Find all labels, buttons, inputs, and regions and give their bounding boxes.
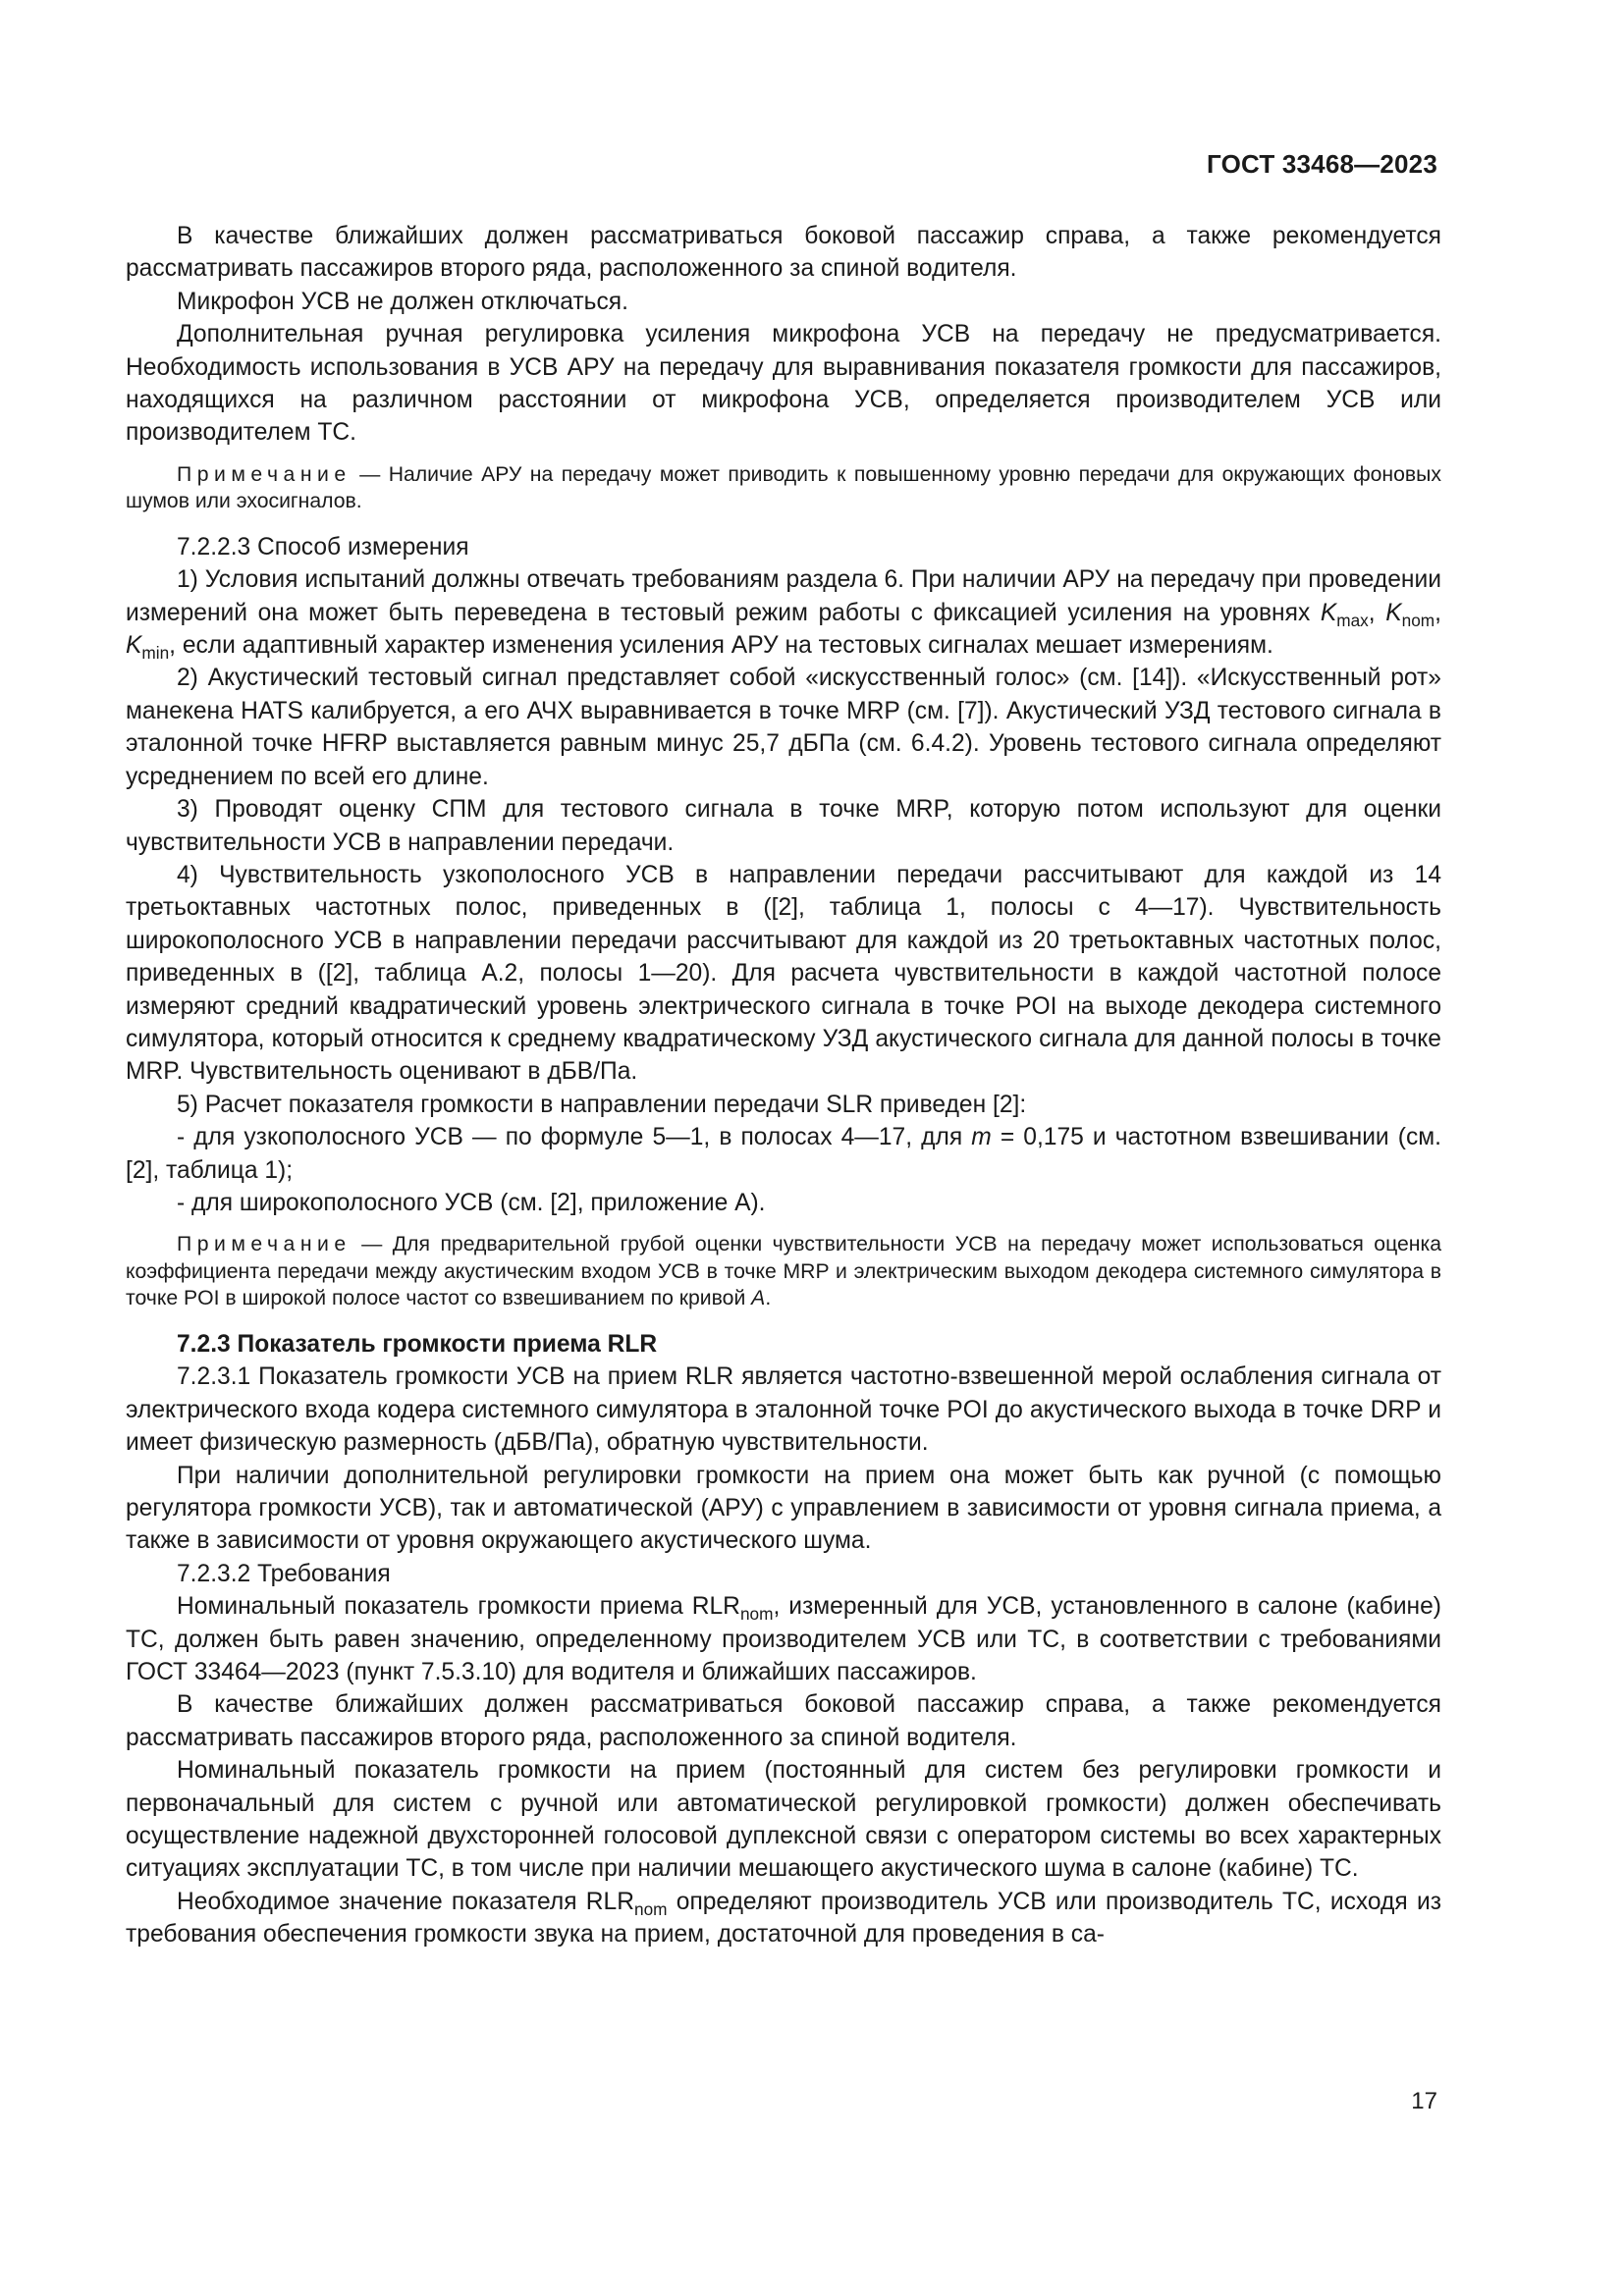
note-label: Примечание (177, 1233, 352, 1256)
list-item-2: 2) Акустический тестовый сигнал представляет собой «искусственный голос» (см. [14]). «Искусственный рот» манекена HATS калибруется, а его АЧХ выравнивается в точке MRP (см. [7]). Акустический УЗД тестового сигнала в эталонной точке HFRP выставляется равным минус 25,7 дБПа (см. 6.4.2). Уровень тестового сигнала определяют усреднением по всей его длине. (126, 665, 1441, 790)
paragraph-microphone: Микрофон УСВ не должен отключаться. (177, 288, 628, 315)
paragraph-volume-control: При наличии дополнительной регулировки громкости на прием она может быть как ручной (с помощью регулятора громкости УСВ), так и автоматической (АРУ) с управлением в зависимости от уровня сигнала приема, а также в зависимости от уровня окружающего акустического шума. (126, 1462, 1441, 1555)
list-item-5: 5) Расчет показателя громкости в направлении передачи SLR приведен [2]: (177, 1091, 1027, 1118)
paragraph-nearest-passengers: В качестве ближайших должен рассматриваться боковой пассажир справа, а также рекомендуется рассматривать пассажиров второго ряда, расположенного за спиной водителя. (126, 223, 1441, 283)
paragraph-nearest-passengers-2: В качестве ближайших должен рассматриваться боковой пассажир справа, а также рекомендуется рассматривать пассажиров второго ряда, расположенного за спиной водителя. (126, 1691, 1441, 1751)
paragraph-7231: 7.2.3.1 Показатель громкости УСВ на прием RLR является частотно-взвешенной мерой ослабления сигнала от электрического входа кодера системного симулятора в эталонной точке POI до акустического выхода в точке DRP и имеет физическую размерность (дБВ/Па), обратную чувствительности. (126, 1363, 1441, 1457)
section-7232-title: 7.2.3.2 Требования (177, 1560, 391, 1587)
paragraph-required-rlr: Необходимое значение показателя $RLR_{nom}$ определяют производитель УСВ или производитель ТС, исходя из требования обеспечения громкости звука на прием, достаточной для проведения в са- (126, 1888, 1441, 1949)
standard-header: ГОСТ 33468—2023 (1207, 149, 1437, 179)
list-subitem-narrowband: - для узкополосного УСВ — по формуле 5—1, в полосах 4—17, для m = 0,175 и частотном взвешивании (см. [2], таблица 1); (126, 1124, 1441, 1184)
note-label: Примечание (177, 462, 352, 486)
paragraph-manual-gain: Дополнительная ручная регулировка усиления микрофона УСВ на передачу не предусматривается. Необходимость использования в УСВ АРУ на передачу для выравнивания показателя громкости для пассажиров, находящихся на различном расстоянии от микрофона УСВ, определяется производителем УСВ или производителем ТС. (126, 321, 1441, 447)
note-sensitivity: Примечание — Для предварительной грубой оценки чувствительности УСВ на передачу может использоваться оценка коэффициента передачи между акустическим входом УСВ в точке MRP и электрическим выходом декодера системного симулятора в точке POI в широкой полосе частот со взвешиванием по кривой A. (126, 1233, 1441, 1310)
paragraph-nominal-rlr: Номинальный показатель громкости приема $RLR_{nom}$, измеренный для УСВ, установленного в салоне (кабине) ТС, должен быть равен значению, определенному производителем УСВ или ТС, в соответствии с требованиями ГОСТ 33464—2023 (пункт 7.5.3.10) для водителя и ближайших пассажиров. (126, 1593, 1442, 1685)
paragraph-nominal-receive: Номинальный показатель громкости на прием (постоянный для систем без регулировки громкости и первоначальный для систем с ручной или автоматической регулировкой громкости) должен обеспечивать осуществление надежной двухсторонней голосовой дуплексной связи с оператором системы во всех характерных ситуациях эксплуатации ТС, в том числе при наличии мешающего акустического шума в салоне (кабине) ТС. (126, 1757, 1441, 1883)
section-7223-title: 7.2.2.3 Способ измерения (177, 533, 469, 561)
list-subitem-wideband: - для широкополосного УСВ (см. [2], приложение А). (177, 1189, 766, 1216)
page-number: 17 (1411, 2088, 1437, 2114)
section-723-title: 7.2.3 Показатель громкости приема RLR (177, 1330, 658, 1358)
document-body (126, 220, 1441, 1951)
note-text: — Наличие АРУ на передачу может приводить к повышенному уровню передачи для окружающих фоновых шумов или эхосигналов. (126, 462, 1441, 513)
list-item-1: 1) Условия испытаний должны отвечать требованиям раздела 6. При наличии АРУ на передачу при проведении измерений она может быть переведена в тестовый режим работы с фиксацией усиления на уровнях $K_{max}$, $K_{nom}$, $K_{min}$, если адаптивный характер изменения усиления АРУ на тестовых сигналах мешает измерениям. (126, 566, 1441, 664)
note-agc (126, 461, 1441, 515)
list-item-3: 3) Проводят оценку СПМ для тестового сигнала в точке MRP, которую потом используют для оценки чувствительности УСВ в направлении передачи. (126, 796, 1441, 856)
list-item-4: 4) Чувствительность узкополосного УСВ в направлении передачи рассчитывают для каждой из 14 третьоктавных частотных полос, приведенных в ([2], таблица 1, полосы с 4—17). Чувствительность широкополосного УСВ в направлении передачи рассчитывают для каждой из 20 третьоктавных частотных полос, приведенных в ([2], таблица А.2, полосы 1—20). Для расчета чувствительности в каждой частотной полосе измеряют средний квадратический уровень электрического сигнала в точке POI на выходе декодера системного симулятора, который относится к среднему квадратическому УЗД акустического сигнала для данной полосы в точке MRP. Чувствительность оценивают в дБВ/Па. (126, 861, 1441, 1086)
